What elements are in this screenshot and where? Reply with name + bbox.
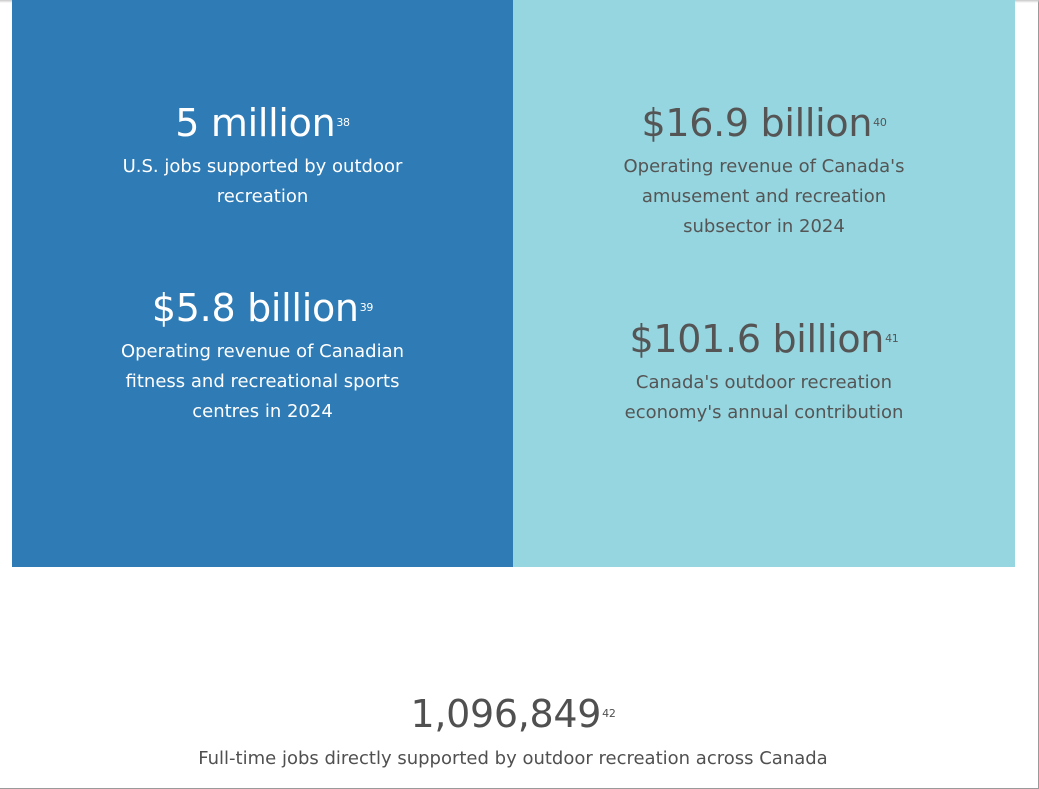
footnote-ref[interactable]: 39 — [359, 301, 374, 314]
stat-outdoor-economy — [513, 316, 1015, 428]
stat-value: $5.8 billion$^{39}$ — [151, 286, 374, 330]
footnote-ref[interactable]: 40 — [873, 116, 887, 129]
stat-value: 5 million$^{38}$ — [175, 101, 350, 145]
footnote-ref[interactable]: 41 — [885, 332, 899, 345]
stat-value: $101.6 billion$^{41}$ — [629, 317, 899, 361]
stat-fulltime-jobs — [0, 690, 1026, 771]
stat-description: U.S. jobs supported by outdoor recreation — [122, 156, 403, 207]
stat-value: 1,096,849$^{42}$ — [410, 692, 616, 736]
stat-description: Operating revenue of Canadian fitness and recreational sports centres in 2024 — [120, 341, 405, 422]
stat-us-jobs — [12, 100, 513, 212]
stat-description: Full-time jobs directly supported by outdoor recreation across Canada — [198, 748, 828, 769]
left-stats-panel — [12, 0, 513, 567]
stat-value: $16.9 billion$^{40}$ — [641, 101, 887, 145]
footnote-ref[interactable]: 38 — [336, 116, 350, 129]
stat-description: Operating revenue of Canada's amusement and recreation subsector in 2024 — [623, 156, 905, 237]
stat-canadian-fitness-revenue — [12, 285, 513, 427]
footnote-ref[interactable]: 42 — [602, 707, 616, 720]
right-stats-panel — [513, 0, 1015, 567]
stat-amusement-revenue — [513, 100, 1015, 242]
stat-description: Canada's outdoor recreation economy's annual contribution — [624, 372, 904, 423]
